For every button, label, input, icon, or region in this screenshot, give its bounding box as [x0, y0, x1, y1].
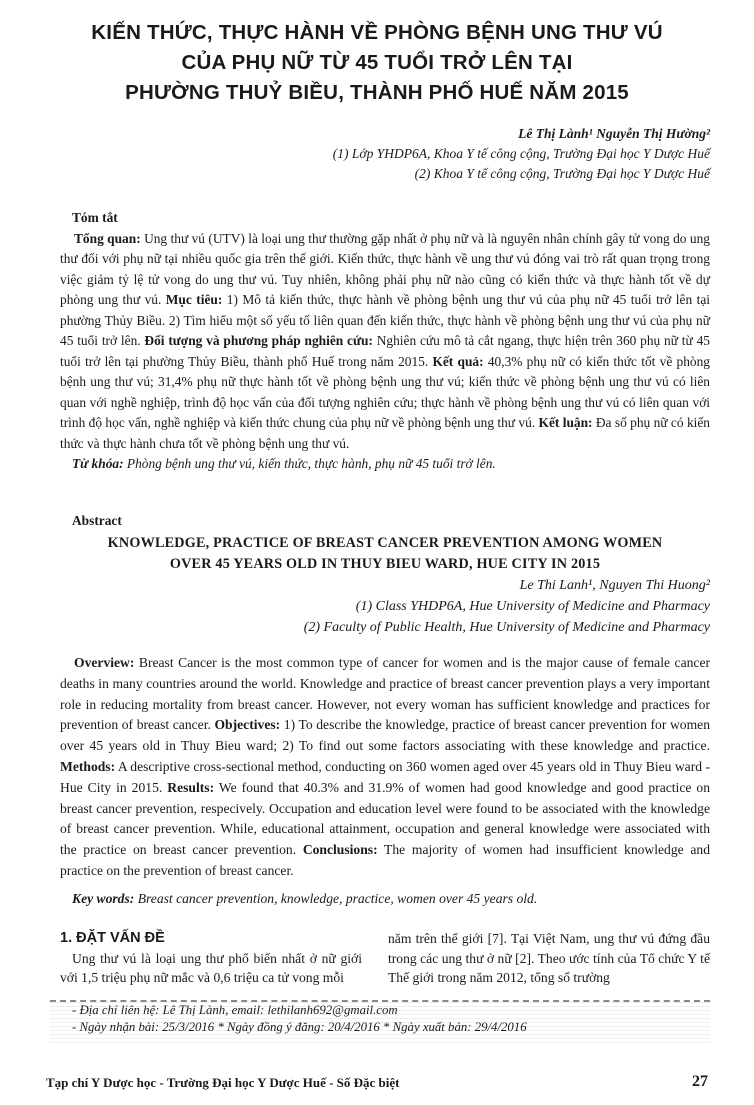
author-names-en: Le Thi Lanh¹, Nguyen Thi Huong² — [519, 578, 710, 593]
abstract-heading: Abstract — [72, 513, 122, 528]
results-label: Results: — [167, 779, 215, 795]
ketqua-label: Kết quả: — [432, 353, 484, 369]
journal-name: Tạp chí Y Dược học - Trường Đại học Y Dược Huế - Số Đặc biệt — [46, 1075, 400, 1090]
methods-label: Methods: — [60, 758, 116, 774]
abstract-title-line-2: OVER 45 YEARS OLD IN THUY BIEU WARD, HUE CITY IN 2015 — [169, 556, 601, 572]
tongquan-label: Tổng quan: — [74, 230, 141, 246]
paper-title — [40, 18, 714, 108]
conclusions-label: Conclusions: — [302, 842, 378, 858]
intro-right-column — [388, 929, 710, 988]
authors-english — [304, 575, 710, 638]
title-line-2: CỦA PHỤ NỮ TỪ 45 TUỔI TRỞ LÊN TẠI — [181, 51, 573, 74]
title-line-1: KIẾN THỨC, THỰC HÀNH VỀ PHÒNG BỆNH UNG THƯ VÚ — [91, 21, 663, 44]
authors-vietnamese — [333, 124, 710, 184]
methods-text: A descriptive cross-sectional method, conducting on 360 women aged over 45 years old in Thuy Bieu ward - Hue City in 2015. — [60, 758, 710, 795]
contact-line-2: - Ngày nhận bài: 25/3/2016 * Ngày đồng ý đăng: 20/4/2016 * Ngày xuất bản: 29/4/2016 — [72, 1020, 527, 1034]
author-names-vi: Lê Thị Lành¹ Nguyễn Thị Hường² — [518, 126, 710, 141]
affiliation-2-vi: (2) Khoa Y tế công cộng, Trường Đại học Y Dược Huế — [414, 166, 710, 181]
tomtat-section — [60, 208, 710, 475]
tongquan-text: Ung thư vú (UTV) là loại ung thư thường gặp nhất ở phụ nữ và là nguyên nhân chính gây tử vong do ung thư đối với phụ nữ tại nhiều quốc gia trên thế giới. Kiến thức, thực hành về ung thư vú đóng vai trò rất quan trọng trong việc giảm tỷ lệ tử vong do ung thư vú. Tuy nhiên, không phải phụ nữ nào cũng có kiến thức và thực hành tốt về dự phòng ung thư vú. — [60, 230, 710, 307]
doituong-text: Nghiên cứu mô tả cắt ngang, thực hiện trên 360 phụ nữ từ 45 tuổi trở lên tại phường Thủy Biều, thành phố Huế trong năm 2015. — [60, 333, 710, 369]
affiliation-2-en: (2) Faculty of Public Health, Hue University of Medicine and Pharmacy — [303, 620, 710, 635]
keywords-text: Breast cancer prevention, knowledge, practice, women over 45 years old. — [134, 891, 538, 906]
objectives-label: Objectives: — [214, 717, 281, 733]
intro-left-column — [60, 929, 362, 988]
page-number: 27 — [692, 1073, 708, 1090]
intro-right-text: năm trên thế giới [7]. Tại Việt Nam, ung thư vú đứng đầu trong các ung thư ở nữ [2]. Theo ước tính của Tổ chức Y tế Thế giới trong năm 2012, tổng số trường — [388, 931, 710, 985]
title-line-3: PHƯỜNG THUỶ BIỀU, THÀNH PHỐ HUẾ NĂM 2015 — [125, 81, 629, 104]
tomtat-body — [60, 229, 710, 455]
ketqua-text: 40,3% phụ nữ có kiến thức tốt về phòng bệnh ung thư vú; 31,4% phụ nữ thực hành tốt về phòng bệnh ung thư vú; kiến thức về phòng bệnh ung thư vú có liên quan với nghề nghiệp, trình độ học vấn của đối tượng nghiên cứu; thực hành về phòng bệnh ung thư vú có liên quan với trình độ học vấn, nghề nghiệp và kiến thức chung của phụ nữ về phòng bệnh ung thư vú. — [60, 353, 711, 430]
tukhoa-line — [72, 454, 710, 475]
page-footer — [46, 1075, 708, 1091]
overview-text: Breast Cancer is the most common type of cancer for women and is the major cause of female cancer deaths in many countries around the world. Knowledge and practice of breast cancer prevention plays a very important role in reducing mortality from breast cancer. However, not every woman has sufficient knowledge and practices for prevention of breast cancer. — [60, 655, 710, 733]
ketluan-label: Kết luận: — [538, 415, 593, 430]
section-1-title: 1. ĐẶT VẤN ĐỀ — [60, 930, 165, 946]
affiliation-1-vi: (1) Lớp YHDP6A, Khoa Y tế công cộng, Trường Đại học Y Dược Huế — [332, 146, 710, 161]
conclusions-text: The majority of women had insufficient knowledge and practice on the prevention of breast cancer. — [60, 842, 710, 878]
results-text: We found that 40.3% and 31.9% of women had good knowledge and good practice on breast cancer prevention, respecively. Occupation and education level were found to be associated with the knowledge of breast cancer prevention. While, educational attainment, occupation and general knowledge were associated with the practice on breast cancer prevention. — [60, 779, 710, 858]
abstract-body — [60, 653, 710, 882]
abstract-title-line-1: KNOWLEDGE, PRACTICE OF BREAST CANCER PREVENTION AMONG WOMEN — [107, 535, 663, 551]
abstract-title — [60, 533, 710, 575]
tomtat-heading: Tóm tắt — [72, 210, 118, 225]
muctieu-label: Mục tiêu: — [165, 292, 223, 307]
keywords-line — [72, 891, 712, 907]
keywords-label: Key words: — [72, 891, 135, 906]
abstract-heading-wrap — [60, 511, 710, 532]
contact-line-1: - Địa chỉ liên hệ: Lê Thị Lành, email: lethilanh692@gmail.com — [72, 1003, 398, 1017]
tukhoa-text: Phòng bệnh ung thư vú, kiến thức, thực hành, phụ nữ 45 tuổi trở lên. — [123, 456, 496, 471]
affiliation-1-en: (1) Class YHDP6A, Hue University of Medicine and Pharmacy — [355, 599, 710, 614]
muctieu-text: 1) Mô tả kiến thức, thực hành về phòng bệnh ung thư vú của phụ nữ 45 tuổi trở lên tại phường Thủy Biều. 2) Tìm hiểu một số yếu tố liên quan đến kiến thức, thực hành về phòng bệnh ung thư vú của phụ nữ 45 tuổi trở lên. — [60, 292, 710, 348]
intro-left-text: Ung thư vú là loại ung thư phổ biến nhất ở nữ giới với 1,5 triệu phụ nữ mắc và 0,6 triệu ca tử vong mỗi — [60, 950, 362, 985]
contact-box — [50, 1000, 710, 1046]
ketluan-text: Đa số phụ nữ có kiến thức và thực hành chưa tốt về phòng bệnh ung thư vú. — [60, 415, 711, 451]
doituong-label: Đối tượng và phương pháp nghiên cứu: — [144, 333, 373, 348]
tukhoa-label: Từ khóa: — [72, 456, 124, 471]
overview-label: Overview: — [74, 655, 135, 670]
objectives-text: 1) To describe the knowledge, practice of breast cancer prevention for women over 45 years old in Thuy Bieu ward; 2) To find out some factors associating with these knowledge and practice. — [60, 717, 710, 754]
